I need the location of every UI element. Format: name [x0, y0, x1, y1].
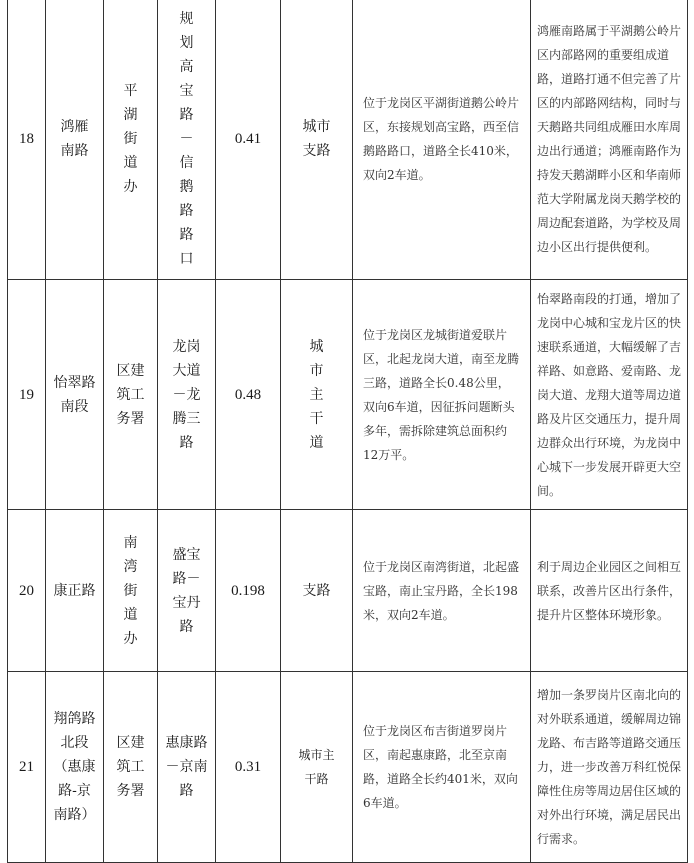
- road-route: 龙岗大道－龙腾三路: [158, 280, 216, 510]
- road-route: 惠康路－京南路: [158, 672, 216, 863]
- road-description: 位于龙岗区南湾街道，北起盛宝路，南止宝丹路，全长198米，双向2车道。: [353, 510, 531, 672]
- road-length: 0.48: [216, 280, 281, 510]
- road-name: 鸿雁南路: [46, 0, 104, 280]
- road-benefit: 增加一条罗岗片区南北向的对外联系通道，缓解周边锦龙路、布吉路等道路交通压力，进一步改善万科红悦保障性住房等周边居住区域的对外出行环境，满足居民出行需求。: [531, 672, 688, 863]
- road-route: 盛宝路－宝丹路: [158, 510, 216, 672]
- table-row: [8, 0, 688, 280]
- road-route: 规划高宝路－信鹅路路口: [158, 0, 216, 280]
- road-description: 位于龙岗区龙城街道爱联片区，北起龙岗大道，南至龙腾三路，道路全长0.48公里，双向6车道，因征拆问题断头多年，需拆除建筑总面积约12万平。: [353, 280, 531, 510]
- road-name: 康正路: [46, 510, 104, 672]
- road-benefit: 利于周边企业园区之间相互联系，改善片区出行条件，提升片区整体环境形象。: [531, 510, 688, 672]
- table-row: [8, 280, 688, 510]
- road-length: 0.31: [216, 672, 281, 863]
- responsible-office: 区建筑工务署: [104, 672, 158, 863]
- road-benefit: 怡翠路南段的打通，增加了龙岗中心城和宝龙片区的快速联系通道，大幅缓解了吉祥路、如意路、爱南路、龙岗大道、龙翔大道等周边道路及片区交通压力，提升周边群众出行环境，为龙岗中心城下一步发展开辟更大空间。: [531, 280, 688, 510]
- road-grade: 城市主干道: [281, 280, 353, 510]
- table-row: [8, 672, 688, 863]
- row-number: 19: [8, 280, 46, 510]
- road-length: 0.41: [216, 0, 281, 280]
- road-length: 0.198: [216, 510, 281, 672]
- responsible-office: 区建筑工务署: [104, 280, 158, 510]
- road-benefit: 鸿雁南路属于平湖鹅公岭片区内部路网的重要组成道路，道路打通不但完善了片区的内部路网结构，同时与天鹅路共同组成雁田水库周边出行通道；鸿雁南路作为持发天鹅湖畔小区和华南师范大学附属龙岗天鹅学校的周边配套道路，为学校及周边小区出行提供便利。: [531, 0, 688, 280]
- table-row: [8, 510, 688, 672]
- road-grade: 城市主干路: [281, 672, 353, 863]
- roads-table: [7, 0, 688, 863]
- road-grade: 城市支路: [281, 0, 353, 280]
- row-number: 20: [8, 510, 46, 672]
- responsible-office: 南湾街道办: [104, 510, 158, 672]
- road-name: 怡翠路南段: [46, 280, 104, 510]
- row-number: 21: [8, 672, 46, 863]
- road-description: 位于龙岗区平湖街道鹅公岭片区，东接规划高宝路，西至信鹅路路口，道路全长410米，双向2车道。: [353, 0, 531, 280]
- row-number: 18: [8, 0, 46, 280]
- responsible-office: 平湖街道办: [104, 0, 158, 280]
- road-grade: 支路: [281, 510, 353, 672]
- road-description: 位于龙岗区布吉街道罗岗片区，南起惠康路，北至京南路，道路全长约401米，双向6车道。: [353, 672, 531, 863]
- road-name: 翔鸽路北段（惠康路-京南路）: [46, 672, 104, 863]
